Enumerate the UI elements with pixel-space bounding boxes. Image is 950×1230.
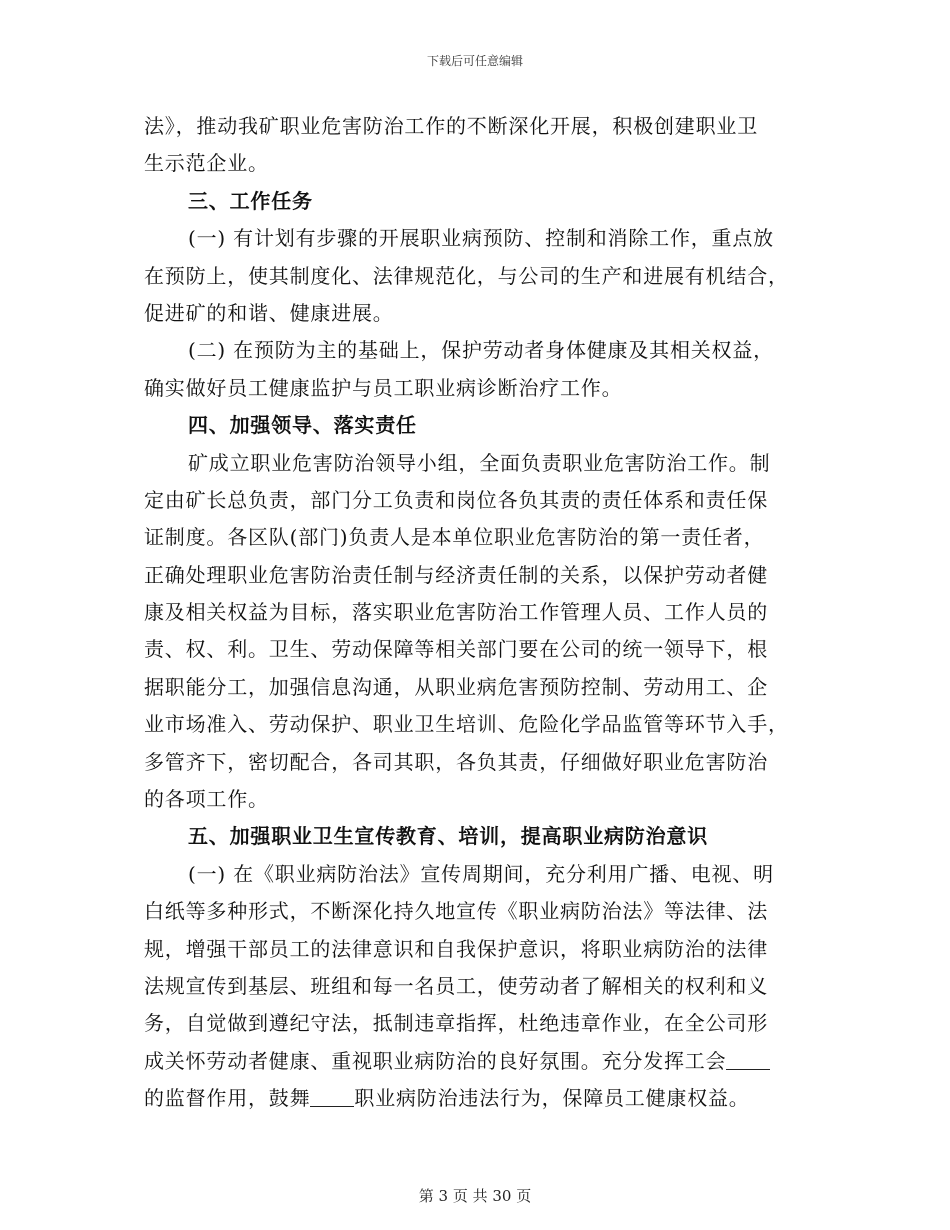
body-line: 促进矿的和谐、健康进展。 <box>144 300 394 325</box>
section-heading: 四、加强领导、落实责任 <box>188 413 417 438</box>
body-line: (一) 有计划有步骤的开展职业病预防、控制和消除工作，重点放 <box>188 226 774 251</box>
fill-in-blank <box>726 1047 770 1070</box>
body-line: 确实做好员工健康监护与员工职业病诊断治疗工作。 <box>144 375 623 400</box>
body-line: 正确处理职业危害防治责任制与经济责任制的关系，以保护劳动者健 <box>144 562 768 587</box>
document-body <box>144 108 812 1118</box>
body-line: 生示范企业。 <box>144 151 269 176</box>
body-line-text: 的监督作用，鼓舞 <box>144 1086 311 1111</box>
body-line: 白纸等多种形式，不断深化持久地宣传《职业病防治法》等法律、法 <box>144 899 768 924</box>
body-line: (一) 在《职业病防治法》宣传周期间，充分利用广播、电视、明 <box>188 861 774 886</box>
body-line <box>144 1080 812 1117</box>
body-line: 务，自觉做到遵纪守法，抵制违章指挥，杜绝违章作业，在全公司形 <box>144 1011 768 1036</box>
page-header: 下载后可任意编辑 <box>426 54 523 68</box>
body-line: 康及相关权益为目标，落实职业危害防治工作管理人员、工作人员的 <box>144 600 768 625</box>
page-footer: 第 3 页 共 30 页 <box>418 1187 532 1205</box>
body-line: 规，增强干部员工的法律意识和自我保护意识，将职业病防治的法律 <box>144 936 768 961</box>
body-line-text: 职业病防治违法行为，保障员工健康权益。 <box>354 1086 750 1111</box>
body-line: 据职能分工，加强信息沟通，从职业病危害预防控制、劳动用工、企 <box>144 674 768 699</box>
body-line: 在预防上，使其制度化、法律规范化，与公司的生产和进展有机结合， <box>144 263 789 288</box>
body-line: 法》，推动我矿职业危害防治工作的不断深化开展，积极创建职业卫 <box>144 114 758 138</box>
body-line: 证制度。各区队(部门)负责人是本单位职业危害防治的第一责任者， <box>144 525 765 550</box>
body-line: 法规宣传到基层、班组和每一名员工，使劳动者了解相关的权利和义 <box>144 973 768 998</box>
body-line: 的各项工作。 <box>144 787 269 812</box>
section-heading: 五、加强职业卫生宣传教育、培训，提高职业病防治意识 <box>188 824 708 849</box>
body-line: 矿成立职业危害防治领导小组，全面负责职业危害防治工作。制 <box>188 450 771 475</box>
body-line: 多管齐下，密切配合，各司其职，各负其责，仔细做好职业危害防治 <box>144 749 768 774</box>
fill-in-blank <box>310 1084 354 1107</box>
body-line <box>144 1043 812 1080</box>
body-line-text: 成关怀劳动者健康、重视职业病防治的良好氛围。充分发挥工会 <box>144 1048 727 1073</box>
section-heading: 三、工作任务 <box>188 188 313 213</box>
body-line: 责、权、利。卫生、劳动保障等相关部门要在公司的统一领导下，根 <box>144 637 768 662</box>
body-line: 业市场准入、劳动保护、职业卫生培训、危险化学品监管等环节入手， <box>144 712 789 737</box>
body-line: 定由矿长总负责，部门分工负责和岗位各负其责的责任体系和责任保 <box>144 487 768 512</box>
body-line: (二) 在预防为主的基础上，保护劳动者身体健康及其相关权益， <box>188 338 774 363</box>
